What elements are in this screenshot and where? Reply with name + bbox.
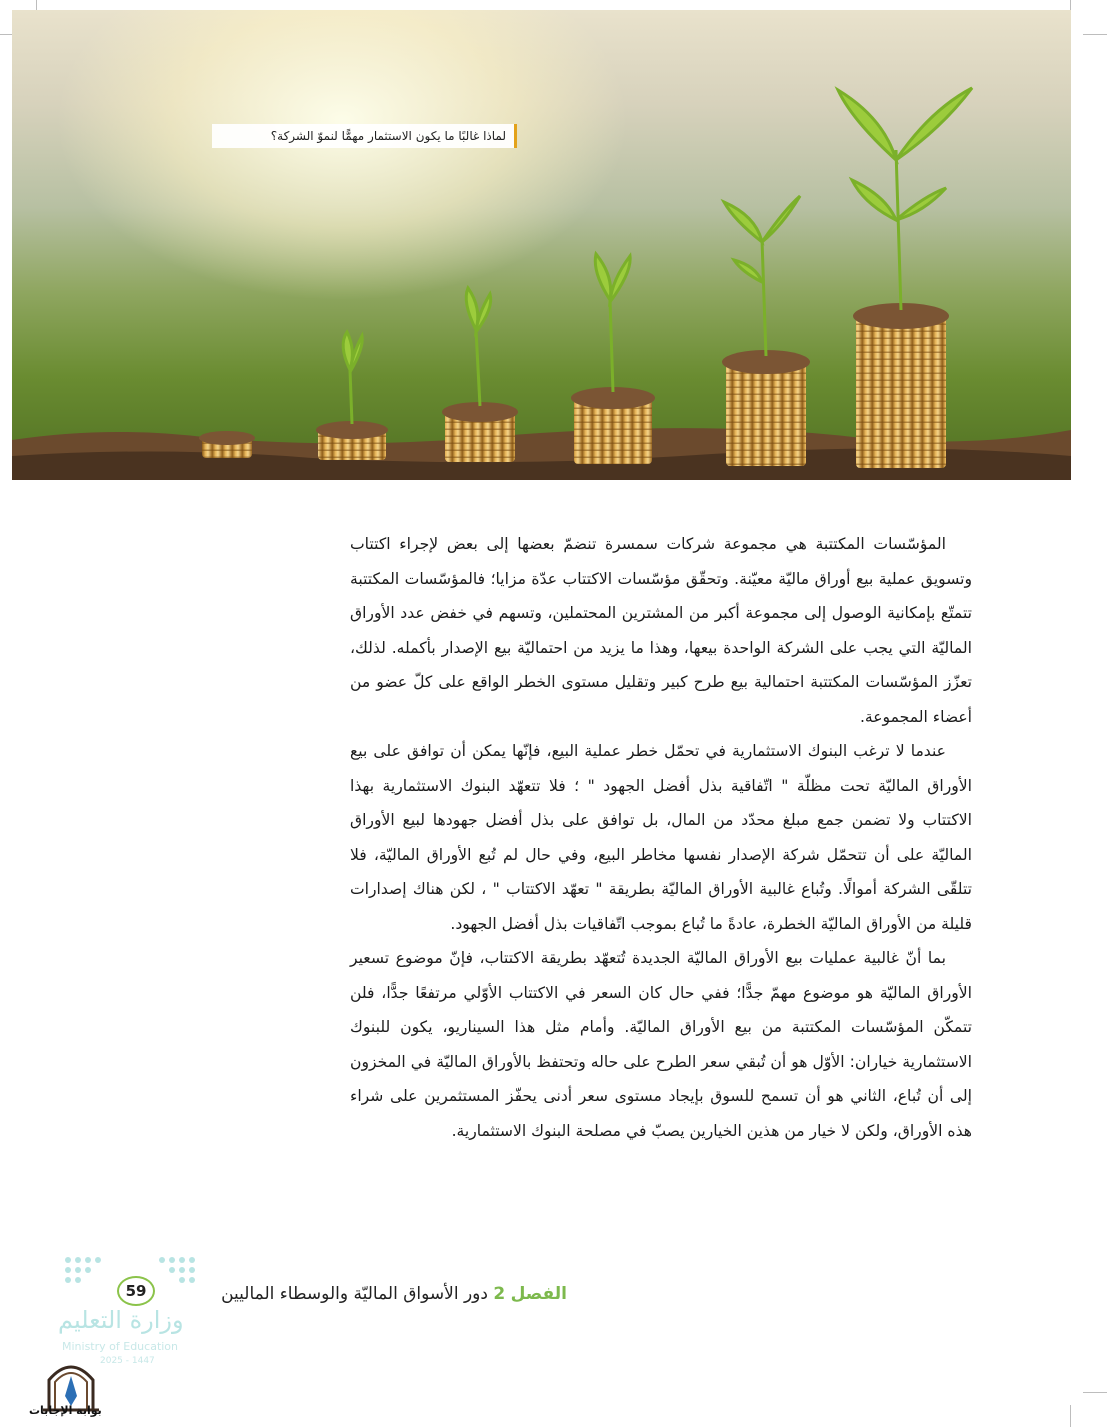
chapter-label: الفصل	[510, 1284, 567, 1304]
chapter-number: 2	[493, 1284, 506, 1304]
paragraph: عندما لا ترغب البنوك الاستثمارية في تحمّل خطر عملية البيع، فإنّها يمكن أن توافق على بيع الأوراق الماليّة تحت مظلّة " اتّفاقية بذل أفضل الجهود " ؛ فلا تتعهّد البنوك الاستثمارية بهذا الاكتتاب ولا تضمن جمع مبلغ محدّد من المال، بل توافق على بذل أفضل جهودها لبيع الأوراق الماليّة على أن تتحمّل شركة الإصدار نفسها مخاطر البيع، وفي حال لم تُبع الأوراق الماليّة، فلا تتلقّى الشركة أموالًا. وتُباع غالبية الأوراق الماليّة بطريقة " تعهّد الاكتتاب " ، لكن هناك إصدارات قليلة من الأوراق الماليّة الخطرة، عادةً ما تُباع بموجب اتّفاقيات بذل أفضل الجهود.	[350, 742, 972, 933]
page-number: 59	[117, 1276, 155, 1306]
crop-mark	[1070, 1405, 1071, 1427]
chapter-title: دور الأسواق الماليّة والوسطاء الماليين	[221, 1284, 488, 1304]
crop-mark	[1083, 1392, 1107, 1393]
paragraph: المؤسّسات المكتتبة هي مجموعة شركات سمسرة تنضمّ بعضها إلى بعض لإجراء اكتتاب وتسويق عملية بيع أوراق ماليّة معيّنة. وتحقّق مؤسّسات الاكتتاب عدّة مزايا؛ فالمؤسّسات المكتتبة تتمتّع بإمكانية الوصول إلى مجموعة أكبر من المشترين المحتملين، وتسهم في خفض عدد الأوراق الماليّة التي يجب على الشركة الواحدة بيعها، وهذا ما يزيد من احتماليّة بيع الإصدار بأكمله. لذلك، تعزّز المؤسّسات المكتتبة احتمالية بيع طرح كبير وتقليل مستوى الخطر الواقع على كلّ عضو من أعضاء المجموعة.	[350, 535, 972, 726]
portal-watermark-text: بوابة الإجابات	[29, 1404, 102, 1417]
ministry-name-english: Ministry of Education	[62, 1340, 179, 1353]
paragraph: بما أنّ غالبية عمليات بيع الأوراق الماليّة الجديدة تُتعهّد بطريقة الاكتتاب، فإنّ موضوع تسعير الأوراق الماليّة هو موضوع مهمّ جدًّا؛ ففي حال كان السعر في الاكتتاب الأوّلي مرتفعًا جدًّا، فلن تتمكّن المؤسّسات المكتتبة من بيع الأوراق الماليّة. وأمام مثل هذا السيناريو، يكون للبنوك الاستثمارية خياران: الأوّل هو أن تُبقي سعر الطرح على حاله وتحتفظ بالأوراق الماليّة في المخزون إلى أن تُباع، الثاني هو أن تسمح للسوق بإيجاد مستوى سعر أدنى يحفّز المستثمرين على شراء هذه الأوراق، ولكن لا خيار من هذين الخيارين يصبّ في مصلحة البنوك الاستثمارية.	[350, 949, 972, 1140]
crop-mark	[1083, 34, 1107, 35]
edition-year: 2025 - 1447	[100, 1356, 155, 1366]
body-text	[350, 527, 972, 1148]
image-caption: لماذا غالبًا ما يكون الاستثمار مهمًّا لنموّ الشركة؟	[212, 124, 517, 148]
hero-image	[12, 10, 1071, 480]
coin-plants-illustration	[12, 10, 1071, 480]
chapter-footer	[207, 1282, 567, 1306]
ministry-name-arabic: وزارة التعليم	[58, 1306, 184, 1334]
